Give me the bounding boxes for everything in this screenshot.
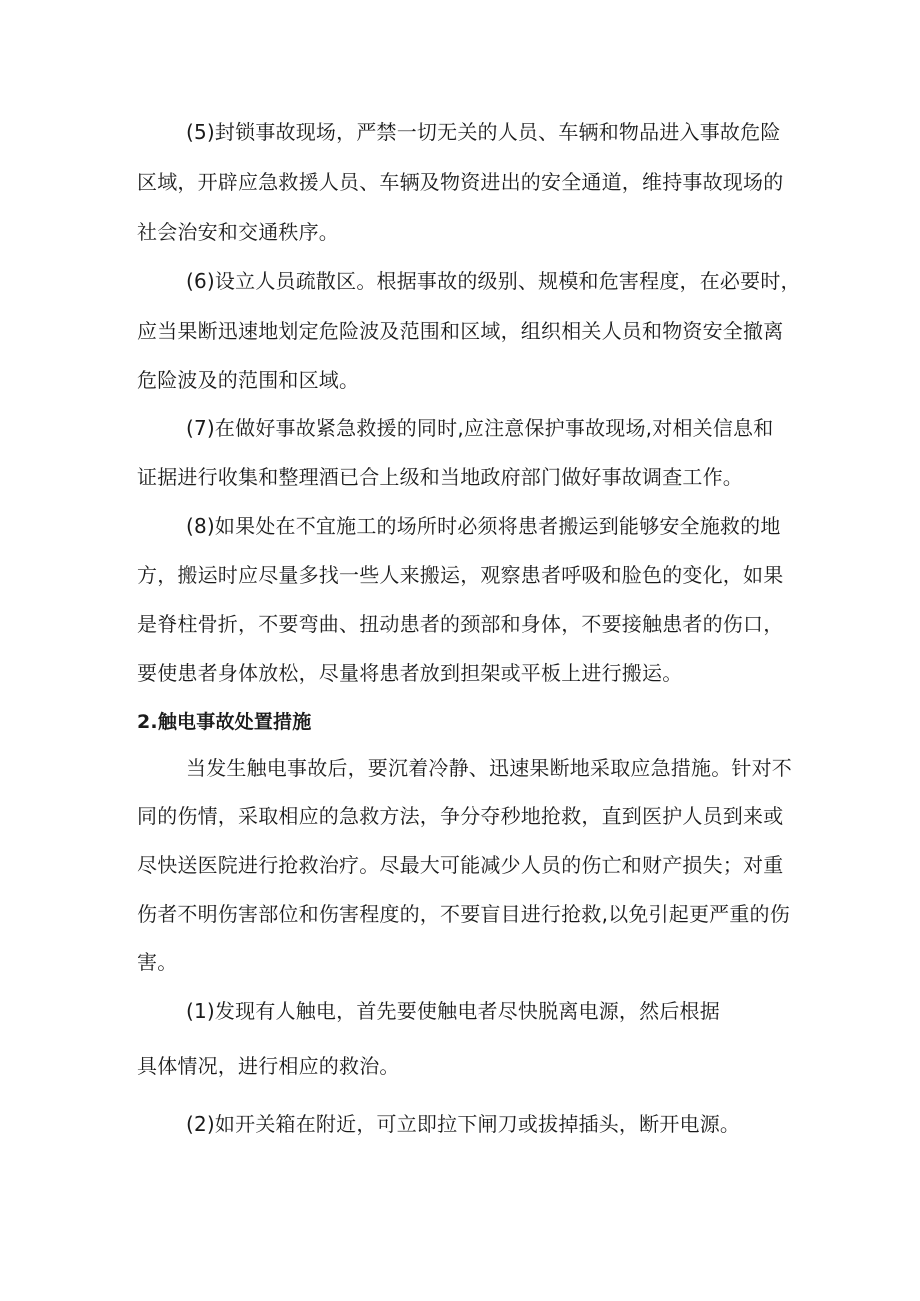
intro-line-1: 当发生触电事故后，要沉着冷静、迅速果断地采取应急措施。针对不 (186, 756, 792, 780)
paragraph-5-line-3: 社会治安和交通秩序。 (137, 220, 339, 244)
paragraph-7-line-2: 证据进行收集和整理酒已合上级和当地政府部门做好事故调查工作。 (137, 465, 743, 489)
step-2-line-1: (2)如开关箱在附近，可立即拉下闸刀或拔掉插头，断开电源。 (186, 1112, 741, 1136)
intro-line-3: 尽快送医院进行抢救治疗。尽最大可能减少人员的伤亡和财产损失；对重 (137, 853, 784, 877)
intro-line-5: 害。 (137, 950, 178, 974)
paragraph-8-line-2: 方，搬运时应尽量多找一些人来搬运，观察患者呼吸和脸色的变化，如果 (137, 563, 784, 587)
paragraph-6-line-1: (6)设立人员疏散区。根据事故的级别、规模和危害程度，在必要时， (186, 269, 801, 293)
paragraph-6-line-2: 应当果断迅速地划定危险波及范围和区域，组织相关人员和物资安全撤离 (137, 319, 784, 343)
paragraph-5-line-1: (5)封锁事故现场，严禁一切无关的人员、车辆和物品进入事故危险 (186, 120, 781, 144)
step-1-line-1: (1)发现有人触电，首先要使触电者尽快脱离电源，然后根据 (186, 999, 720, 1023)
section-heading: 2.触电事故处置措施 (137, 711, 312, 733)
paragraph-7-line-1: (7)在做好事故紧急救援的同时,应注意保护事故现场,对相关信息和 (186, 416, 774, 440)
step-1-line-2: 具体情况，进行相应的救治。 (137, 1054, 400, 1078)
paragraph-8-line-4: 要使患者身体放松，尽量将患者放到担架或平板上进行搬运。 (137, 661, 683, 685)
intro-line-4: 伤者不明伤害部位和伤害程度的，不要盲目进行抢救,以免引起更严重的伤 (137, 902, 790, 926)
paragraph-6-line-3: 危险波及的范围和区域。 (137, 368, 360, 392)
intro-line-2: 同的伤情，采取相应的急救方法，争分夺秒地抢救，直到医护人员到来或 (137, 804, 784, 828)
paragraph-8-line-3: 是脊柱骨折，不要弯曲、扭动患者的颈部和身体，不要接触患者的伤口， (137, 612, 784, 636)
paragraph-8-line-1: (8)如果处在不宜施工的场所时必须将患者搬运到能够安全施救的地 (186, 514, 781, 538)
paragraph-5-line-2: 区域，开辟应急救援人员、车辆及物资进出的安全通道，维持事故现场的 (137, 170, 784, 194)
